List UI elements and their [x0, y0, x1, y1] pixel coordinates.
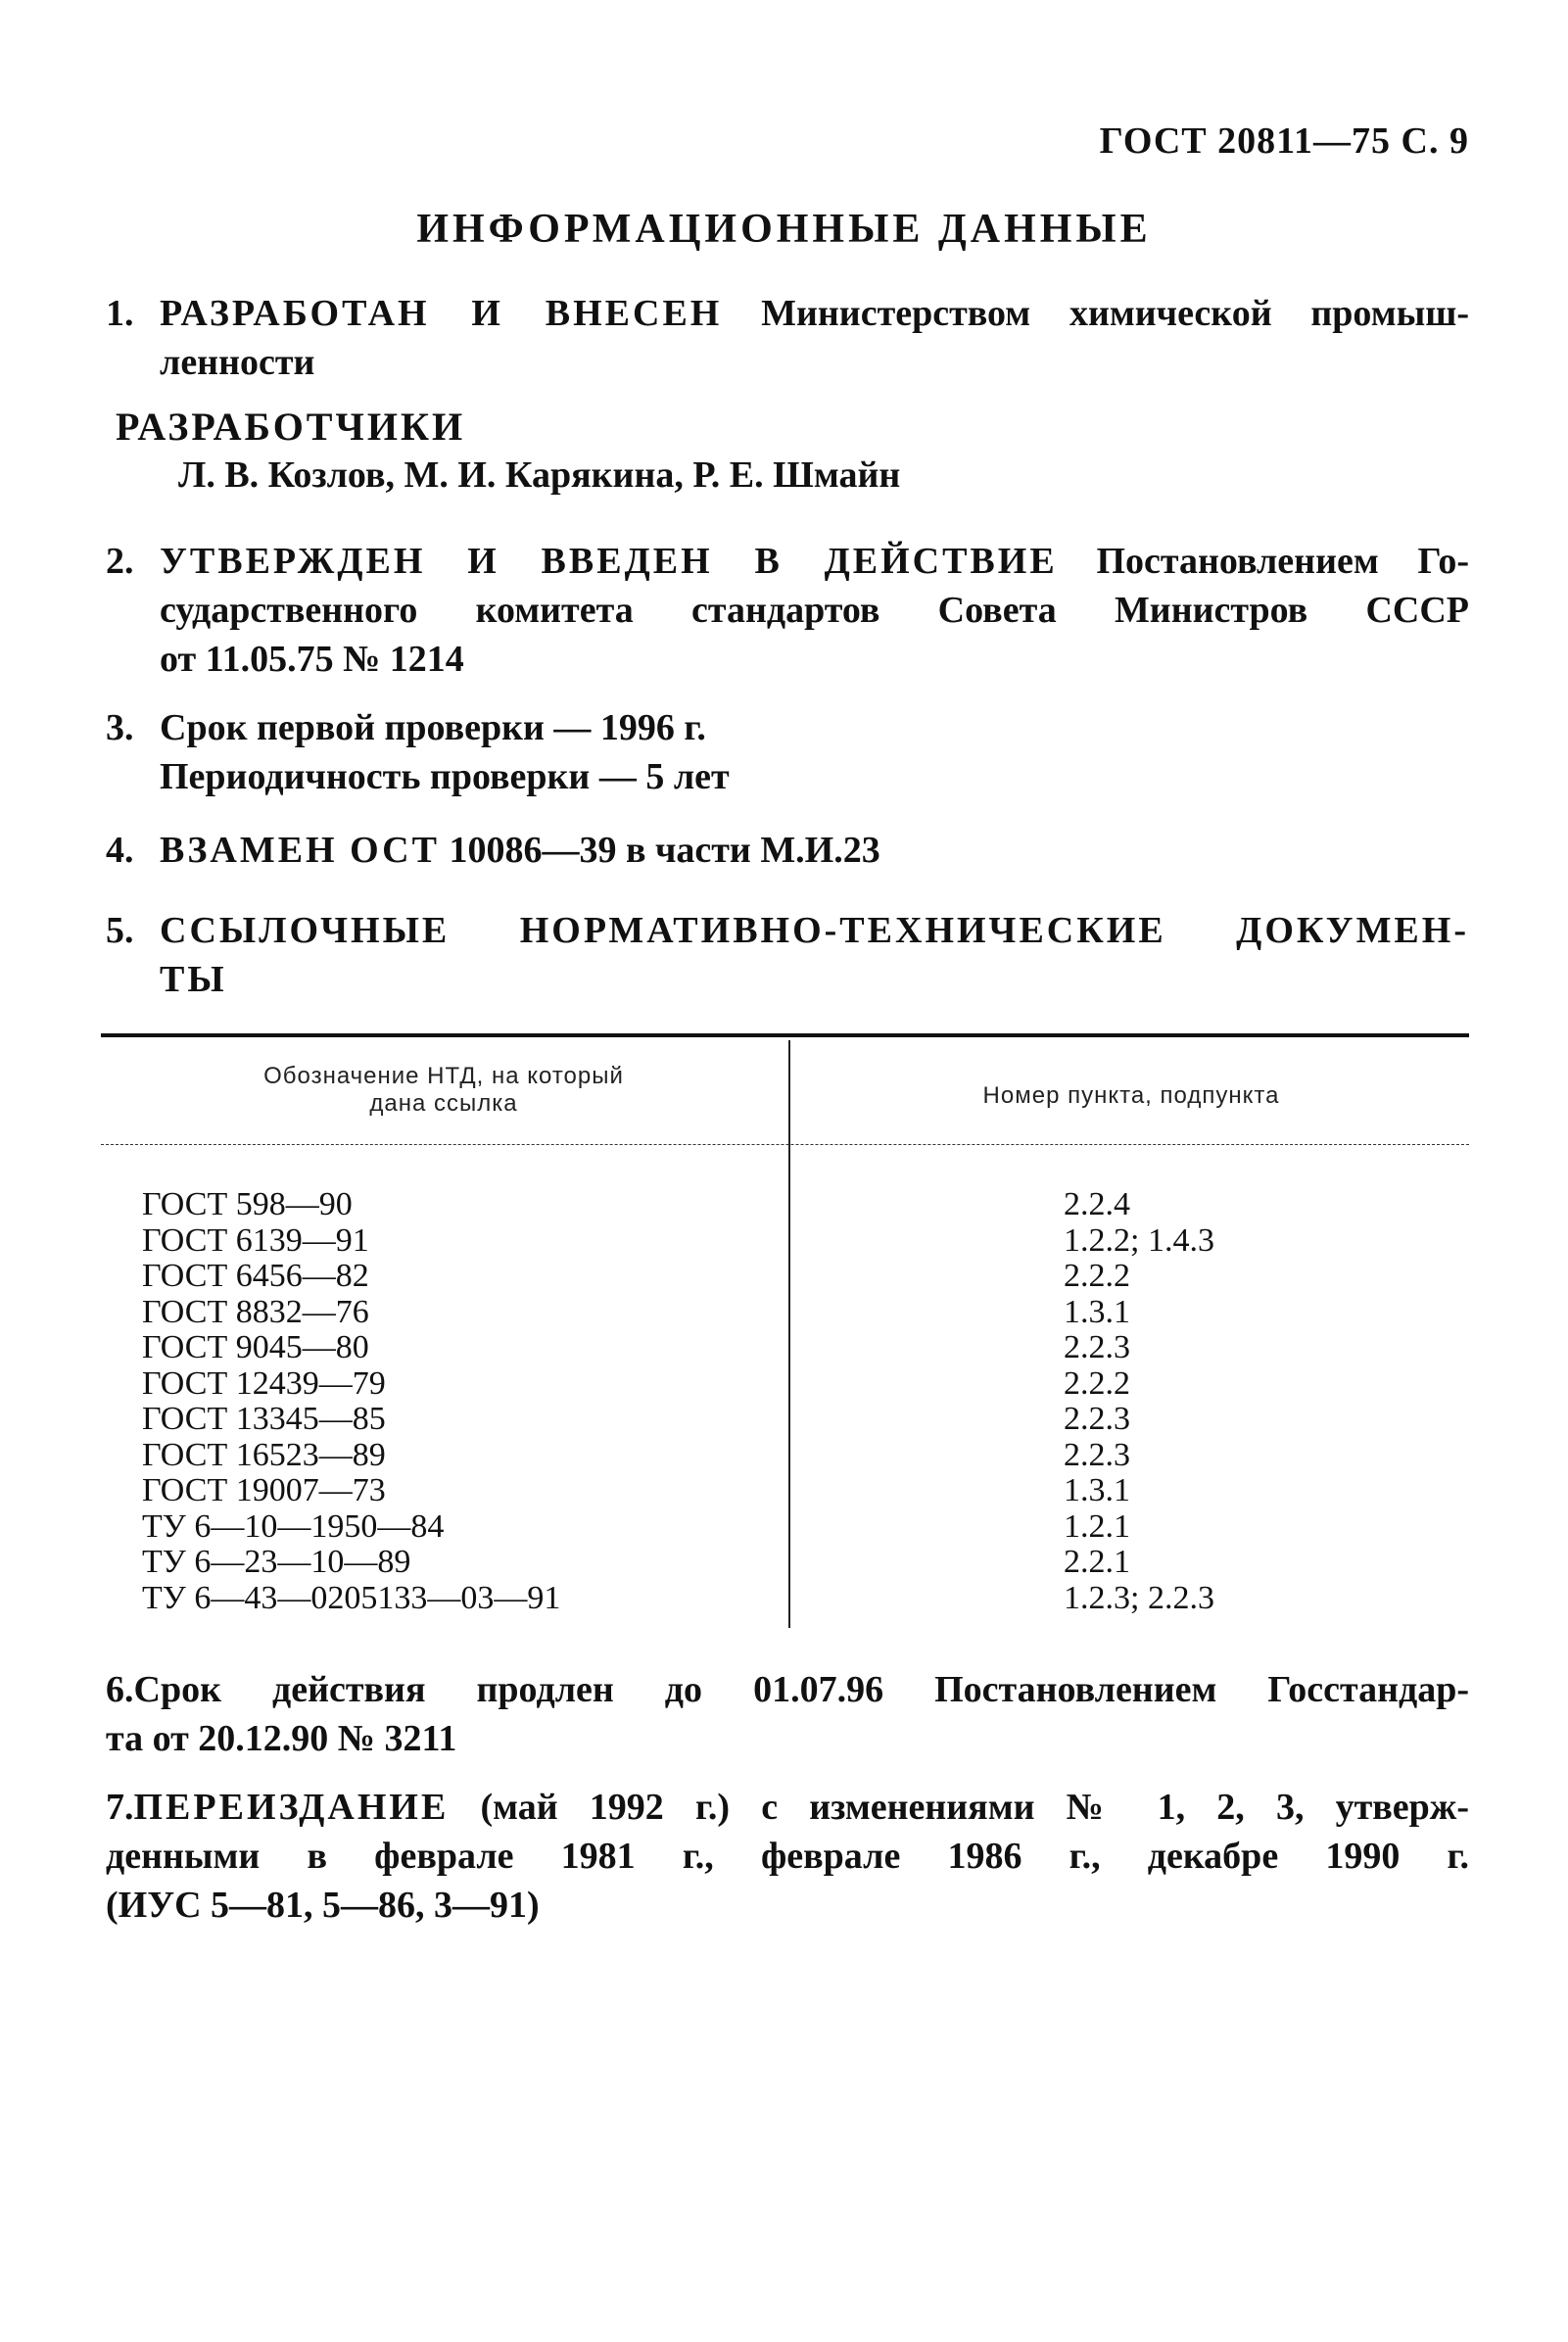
item-3-line-2: Периодичность проверки — 5 лет: [160, 756, 730, 797]
item-5: [106, 906, 1469, 1004]
item-2-line-2: сударственного комитета стандартов Совета Министров СССР: [160, 590, 1469, 631]
table-cell-ntd: ГОСТ 12439—79: [142, 1364, 386, 1402]
item-1-text: Министерством химической промыш-: [761, 293, 1469, 334]
item-5-line-1: [106, 906, 1469, 955]
table-cell-clause: 2.2.3: [1064, 1401, 1130, 1437]
table-cell-clause: 2.2.3: [1064, 1329, 1130, 1365]
item-4-text: 10086—39 в части М.И.23: [449, 830, 880, 871]
item-5-line-2: ТЫ: [160, 959, 227, 1000]
table-cell-clause: 1.3.1: [1064, 1472, 1130, 1508]
page-title: ИНФОРМАЦИОННЫЕ ДАННЫЕ: [416, 207, 1152, 252]
item-7-line-2: денными в феврале 1981 г., феврале 1986 г., декабре 1990 г.: [106, 1836, 1469, 1877]
item-3: [106, 703, 1469, 801]
table-cell-clause: 1.2.3; 2.2.3: [1064, 1579, 1214, 1616]
table-header-rule: [101, 1144, 1469, 1145]
item-6-number: 6.: [106, 1669, 134, 1710]
item-5-number: 5.: [106, 910, 134, 951]
table-top-rule: [101, 1033, 1469, 1037]
table-cell-clause: 2.2.4: [1064, 1186, 1130, 1222]
page-header-doc-ref: ГОСТ 20811—75 С. 9: [1099, 120, 1469, 162]
item-6-line-2: та от 20.12.90 № 3211: [106, 1718, 457, 1759]
table-cell-ntd: ГОСТ 16523—89: [142, 1436, 386, 1473]
item-1-line-1: [106, 289, 1469, 338]
table-header-clause: Номер пункта, подпункта: [982, 1082, 1280, 1109]
table-cell-clause: 1.2.2; 1.4.3: [1064, 1221, 1214, 1259]
item-6-line-1: [106, 1665, 1469, 1714]
item-2-number: 2.: [106, 541, 134, 582]
table-cell-clause: 1.2.1: [1064, 1507, 1130, 1545]
item-2-line-1: [106, 537, 1469, 586]
item-3-line-1: [106, 703, 1469, 752]
item-1: [106, 289, 1469, 387]
item-6: [106, 1665, 1469, 1763]
table-cell-ntd: ГОСТ 6139—91: [142, 1221, 369, 1259]
table-cell-clause: 2.2.3: [1064, 1436, 1130, 1473]
developers-names: Л. В. Козлов, М. И. Карякина, Р. Е. Шмайн: [178, 454, 901, 496]
item-4: [106, 826, 1469, 875]
table-cell-ntd: ГОСТ 9045—80: [142, 1329, 369, 1365]
table-column-divider: [788, 1040, 790, 1628]
item-1-lead: РАЗРАБОТАН И ВНЕСЕН: [160, 293, 723, 334]
item-7-lead: ПЕРЕИЗДАНИЕ: [133, 1787, 450, 1828]
table-cell-ntd: ТУ 6—23—10—89: [142, 1544, 411, 1580]
item-4-lead: ВЗАМЕН ОСТ: [160, 830, 440, 871]
item-5-text: ССЫЛОЧНЫЕ НОРМАТИВНО-ТЕХНИЧЕСКИЕ ДОКУМЕН-: [160, 910, 1469, 951]
table-cell-ntd: ГОСТ 8832—76: [142, 1293, 369, 1330]
table-header-ntd-line-1: Обозначение НТД, на который: [263, 1063, 624, 1089]
table-cell-clause: 2.2.1: [1064, 1544, 1130, 1580]
item-2-text: Постановлением Го-: [1096, 541, 1469, 582]
item-2-line-3: от 11.05.75 № 1214: [160, 639, 464, 680]
table-column-clause: [1064, 1187, 1214, 1616]
table-cell-ntd: ГОСТ 13345—85: [142, 1401, 386, 1437]
item-2: [106, 537, 1469, 684]
table-cell-clause: 2.2.2: [1064, 1364, 1130, 1402]
item-3-number: 3.: [106, 707, 134, 748]
table-cell-ntd: ГОСТ 6456—82: [142, 1258, 369, 1294]
table-cell-ntd: ТУ 6—43—0205133—03—91: [142, 1579, 561, 1616]
table-column-ntd: [142, 1187, 560, 1616]
table-header-ntd: [101, 1063, 786, 1118]
table-cell-clause: 2.2.2: [1064, 1258, 1130, 1294]
table-cell-ntd: ТУ 6—10—1950—84: [142, 1507, 445, 1545]
item-7-line-1: [106, 1783, 1469, 1832]
item-7: [106, 1783, 1469, 1930]
developers-heading: РАЗРАБОТЧИКИ: [116, 405, 466, 449]
item-1-number: 1.: [106, 293, 134, 334]
item-7-text: (май 1992 г.) с изменениями № 1, 2, 3, утверж-: [480, 1787, 1469, 1828]
item-1-line-2: ленности: [160, 342, 315, 383]
item-6-text: Срок действия продлен до 01.07.96 Постановлением Госстандар-: [133, 1669, 1469, 1710]
item-7-line-3: (ИУС 5—81, 5—86, 3—91): [106, 1885, 540, 1926]
item-7-number: 7.: [106, 1787, 134, 1828]
item-4-number: 4.: [106, 830, 134, 871]
table-cell-ntd: ГОСТ 19007—73: [142, 1472, 386, 1508]
item-2-lead: УТВЕРЖДЕН И ВВЕДЕН В ДЕЙСТВИЕ: [160, 541, 1058, 582]
table-cell-ntd: ГОСТ 598—90: [142, 1186, 353, 1222]
table-cell-clause: 1.3.1: [1064, 1293, 1130, 1330]
table-header-ntd-line-2: дана ссылка: [369, 1090, 518, 1117]
item-3-text: Срок первой проверки — 1996 г.: [160, 707, 706, 748]
